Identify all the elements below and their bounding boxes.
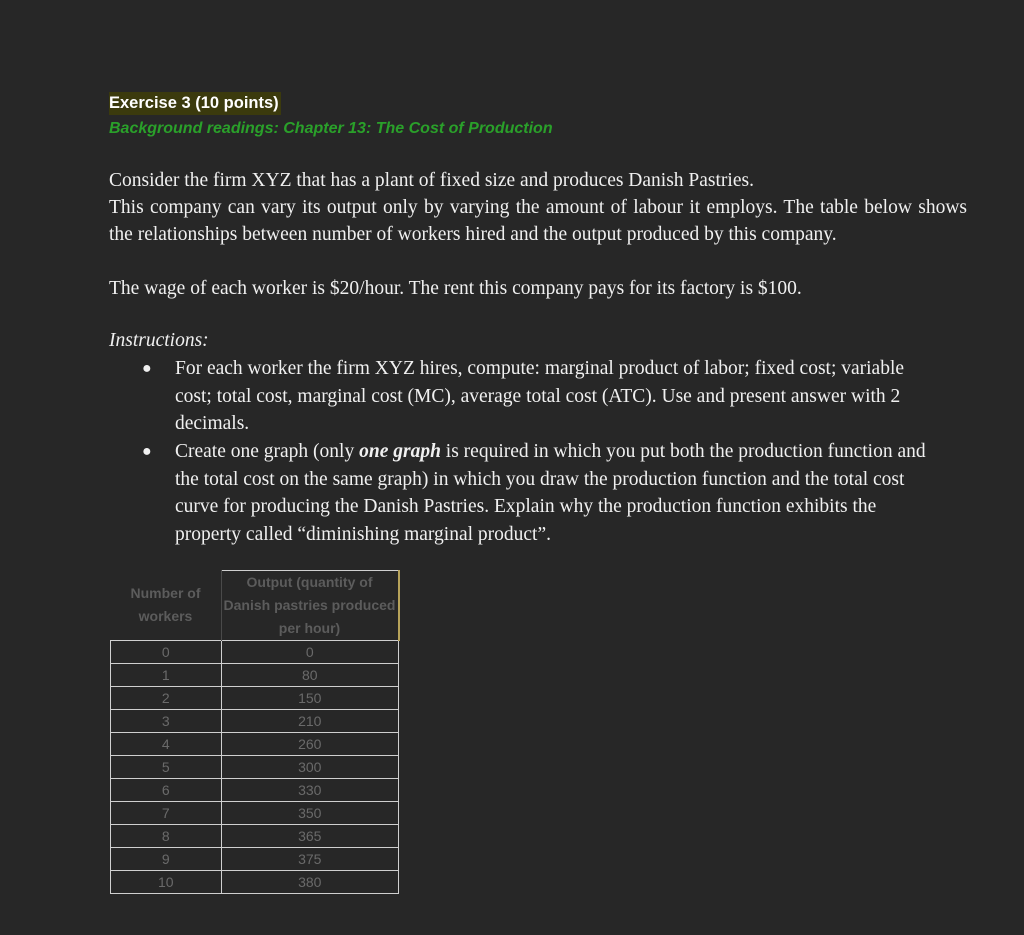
instruction-bullet-2-text-start: Create one graph (only	[175, 441, 360, 462]
cell-workers: 5	[111, 756, 222, 779]
exercise-title: Exercise 3 (10 points)	[109, 92, 281, 115]
cell-workers: 0	[111, 641, 222, 664]
cell-output: 365	[221, 825, 399, 848]
cell-workers: 10	[111, 871, 222, 894]
cell-output: 380	[221, 871, 399, 894]
cell-output: 375	[221, 848, 399, 871]
table-row	[111, 802, 399, 825]
cell-output: 0	[221, 641, 399, 664]
cell-workers: 6	[111, 779, 222, 802]
table-row	[111, 687, 399, 710]
table-header-row	[111, 571, 399, 641]
cell-workers: 8	[111, 825, 222, 848]
cell-output: 350	[221, 802, 399, 825]
instruction-bullet-2	[142, 438, 945, 548]
cell-output: 150	[221, 687, 399, 710]
instruction-bullet-2-emphasis: one graph	[359, 441, 441, 462]
table-body	[111, 641, 399, 894]
cell-output: 330	[221, 779, 399, 802]
table-row	[111, 825, 399, 848]
cell-output: 260	[221, 733, 399, 756]
bullet-dot-icon: ●	[142, 360, 152, 377]
header-output: Output (quantity of Danish pastries produced per hour)	[221, 571, 399, 641]
table-row	[111, 710, 399, 733]
table-row	[111, 733, 399, 756]
cell-workers: 1	[111, 664, 222, 687]
intro-paragraph-1: Consider the firm XYZ that has a plant of fixed size and produces Danish Pastries.	[109, 170, 754, 191]
cell-workers: 2	[111, 687, 222, 710]
background-readings: Background readings: Chapter 13: The Cost of Production	[109, 120, 553, 137]
table-row	[111, 641, 399, 664]
table-row	[111, 664, 399, 687]
cell-output: 210	[221, 710, 399, 733]
cell-workers: 7	[111, 802, 222, 825]
workers-output-table	[110, 570, 400, 894]
cell-workers: 4	[111, 733, 222, 756]
intro-paragraph-2: This company can vary its output only by varying the amount of labour it employs. The table below shows the relationships between number of workers hired and the output produced by this company.	[109, 197, 967, 245]
intro-paragraph-3: The wage of each worker is $20/hour. The rent this company pays for its factory is $100.	[109, 278, 802, 299]
table-row	[111, 756, 399, 779]
table-row	[111, 779, 399, 802]
instruction-bullet-2-text-end: is required in which you put both the production function and the total cost on the same graph) in which you draw the production function and the total cost curve for producing the Danish Pastries. Explain why the production function exhibits the property called “diminishing marginal product”.	[175, 441, 926, 545]
table-row	[111, 871, 399, 894]
cell-output: 300	[221, 756, 399, 779]
instructions-label: Instructions:	[109, 330, 209, 351]
cell-output: 80	[221, 664, 399, 687]
bullet-dot-icon: ●	[142, 443, 152, 460]
cell-workers: 9	[111, 848, 222, 871]
cell-workers: 3	[111, 710, 222, 733]
instruction-bullet-1	[142, 355, 945, 438]
table-row	[111, 848, 399, 871]
instruction-bullet-1-text: For each worker the firm XYZ hires, compute: marginal product of labor; fixed cost; variable cost; total cost, marginal cost (MC), average total cost (ATC). Use and present answer with 2 decimals.	[175, 358, 905, 434]
header-number-of-workers: Number of workers	[111, 571, 222, 641]
